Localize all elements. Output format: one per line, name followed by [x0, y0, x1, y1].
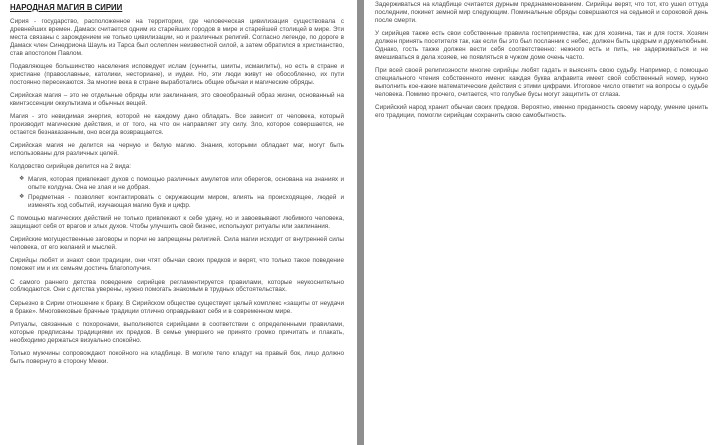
- paragraph: Только мужчины сопровождают покойного на кладбище. В могиле тело кладут на правый бок, лицо должно быть повернуто в сторону Мекки.: [10, 349, 344, 365]
- list-item-text: Магия, которая привлекает духов с помощью различных амулетов или оберегов, основана на знаниях и опыте колдуна. Она не злая и не добрая.: [28, 176, 344, 192]
- document-title: НАРОДНАЯ МАГИЯ В СИРИИ: [10, 3, 123, 12]
- paragraph: Ритуалы, связанные с похоронами, выполняются сирийцами в соответствии с определенными правилами, которые предписаны традициями их предков. В семье умершего не принято громко причитать и плакать, необходимо держаться визуально спокойно.: [10, 320, 344, 344]
- bullet-list: [10, 176, 344, 210]
- paragraph: Сирийская магия – это не отдельные обряды или заклинания, это своеобразный образ жизни, основанный на квинтэссенции оккультизма и обычных вещей.: [10, 91, 344, 107]
- paragraph: Сирийский народ хранит обычаи своих предков. Вероятно, именно преданность своему народу, умение ценить его традиции, помогли сирийцам сохранить свою самобытность.: [375, 103, 708, 119]
- list-item-text: Предметная - позволяет контактировать с окружающим миром, влиять на происходящее, людей и изменять ход событий, изучающая магию букв и цифр.: [28, 194, 344, 209]
- list-item: [20, 176, 344, 192]
- paragraph: Колдовство сирийцев делится на 2 вида:: [10, 163, 131, 171]
- paragraph: Серьезно в Сирии отношение к браку. В Сирийском обществе существует целый комплекс «защиты от неудачи в браке». Многовековые брачные традиции отлично оправдывают себя и в современном мире.: [10, 299, 344, 315]
- diamond-bullet-icon: ❖: [19, 176, 25, 183]
- document-page-left: [0, 0, 357, 445]
- paragraph: Подавляющее большинство населения исповедует ислам (сунниты, шииты, исмаилиты), но есть в стране и христиане (православные, католики, несториане), и иудеи. Но, эти люди живут не обособленно, их пути постоянно пересекаются. За многие века в стране выработались общие обычаи и магические обряды.: [10, 62, 344, 86]
- paragraph: С самого раннего детства поведение сирийцев регламентируется правилами, которые неукоснительно соблюдаются. Они с детства уверены, нужно помогать знакомым в трудных обстоятельствах.: [10, 278, 344, 294]
- paragraph: У сирийцев также есть свои собственные правила гостеприимства, как для хозяина, так и для гостя. Хозяин должен принять посетителя так, как если бы это был посланник с небес, должен быть щедрым и дружелюбным. Однако, гость также должен вести себя соответственно: нежного есть и пить, не задерживаться и не вмешиваться в дела хозяев, не появляться в чужом доме очень часто.: [375, 30, 708, 61]
- paragraph: Магия - это невидимая энергия, которой не каждому дано обладать. Все зависит от человека, который производит магические действия, и от того, на что он направляет эту силу. Зло, которое совершается, не остается безнаказанным, оно всегда возвращается.: [10, 112, 344, 136]
- paragraph: Сирийская магия не делится на черную и белую магию. Знания, которыми обладает маг, могут быть использованы для различных целей.: [10, 141, 344, 157]
- paragraph: При всей своей религиозности многие сирийцы любят гадать и выяснять свою судьбу. Например, с помощью специального чтения собственного имени: каждая буква алфавита имеет свой собственный номер, нужно выполнить кое-какие математические действия с этими цифрами. Итоговое число ответит на вопросы о судьбе человека. Помимо прочего, считается, что голубые бусы могут защитить от сглаза.: [375, 66, 708, 98]
- diamond-bullet-icon: ❖: [19, 194, 25, 201]
- list-item: [20, 194, 344, 210]
- paragraph: Задерживаться на кладбище считается дурным предзнаменованием. Сирийцы верят, что тот, кто ушел оттуда последним, покинет земной мир следующим. Поминальные обряды совершаются на седьмой и сороковой день после смерти.: [375, 1, 708, 24]
- paragraph: Сирийцы любят и знают свои традиции, они чтят обычаи своих предков и верят, что только такое поведение поможет им и их семьям достичь благополучия.: [10, 257, 344, 273]
- paragraph: С помощью магических действий не только привлекают к себе удачу, но и завоевывают любимого человека, защищают себя от врагов и злых духов. Чтобы улучшить свой бизнес, используют ритуалы или заклинания.: [10, 215, 344, 231]
- paragraph: Сирийские могущественные заговоры и порчи не запрещены религией. Сила магии исходит от внутренней силы человека, от его желаний и мыслей.: [10, 236, 344, 252]
- document-page-right: [364, 0, 720, 445]
- paragraph: Сирия - государство, расположенное на территории, где человеческая цивилизация существовала с древнейших времен. Дамаск считается одним из старейших городов в мире и старейшей столицей в мире. Эти места связаны с зарождением не только цивилизации, но и различных религий. Согласно легенде, по дороге в Дамаск член Синедриона Шауль из Тарса был ослеплен неизвестной силой, а затем обратился в христианство, став апостолом Павлом.: [10, 18, 344, 57]
